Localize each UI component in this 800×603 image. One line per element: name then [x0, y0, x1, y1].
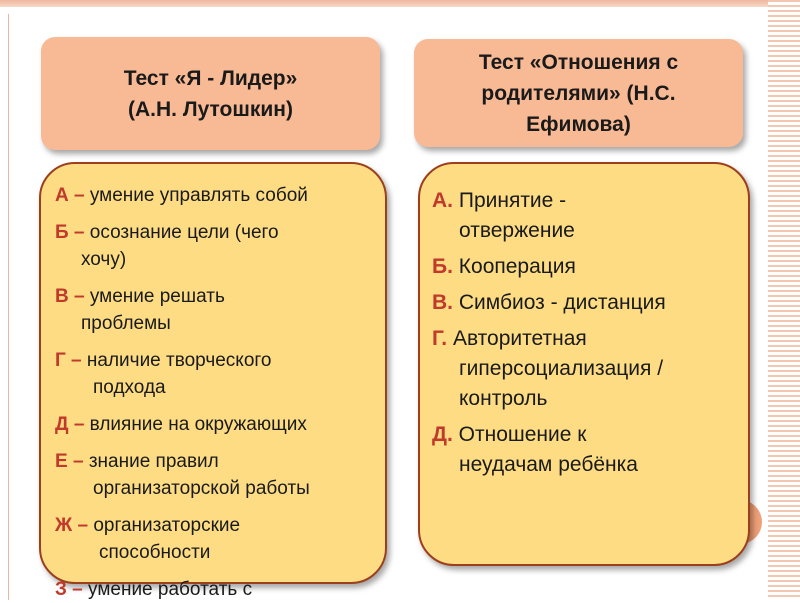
- lider-test-author: (А.Н. Лутошкин): [128, 97, 293, 121]
- item-text: умение работать с: [88, 579, 253, 600]
- list-item: [432, 186, 748, 246]
- right-decor-stripes: [768, 0, 800, 600]
- item-marker: В.: [432, 291, 453, 314]
- item-marker: А –: [55, 185, 85, 206]
- lider-scales-list: [41, 164, 385, 603]
- item-text: Кооперация: [458, 255, 576, 278]
- item-marker: Г –: [55, 350, 82, 371]
- item-text-continued: гиперсоциализация / контроль: [459, 357, 664, 410]
- item-text: Авторитетная: [452, 327, 587, 350]
- list-item: [432, 288, 748, 318]
- list-item: [55, 347, 385, 401]
- item-text-continued: способности: [99, 542, 211, 563]
- lider-test-title: Тест «Я - Лидер»: [123, 66, 298, 90]
- parents-scales-list: [420, 164, 748, 480]
- item-marker: Д.: [432, 423, 453, 446]
- item-text: осознание цели (чего: [89, 222, 279, 243]
- list-item: [55, 512, 385, 566]
- item-text-continued: хочу): [81, 249, 127, 270]
- lider-test-header: [41, 37, 380, 150]
- item-text: Отношение к: [458, 423, 587, 446]
- list-item: [55, 219, 385, 273]
- list-item: [432, 252, 748, 282]
- item-text-continued: отвержение: [459, 219, 575, 242]
- item-text-continued: организаторской работы: [93, 478, 310, 499]
- list-item: [432, 420, 748, 480]
- parents-test-title: Тест «Отношения с родителями» (Н.С. Ефимова): [478, 50, 679, 136]
- item-marker: А.: [432, 189, 453, 212]
- left-decor-rule: [8, 14, 9, 600]
- list-item: [55, 411, 385, 438]
- item-marker: В –: [55, 286, 85, 307]
- list-item: [55, 448, 385, 502]
- top-decor-band: [0, 0, 800, 7]
- list-item: [55, 182, 385, 209]
- list-item: [432, 324, 748, 414]
- item-text: знание правил: [88, 451, 219, 472]
- item-marker: Г.: [432, 327, 448, 350]
- item-text-continued: неудачам ребёнка: [459, 453, 638, 476]
- item-text: наличие творческого: [86, 350, 272, 371]
- item-marker: Б.: [432, 255, 453, 278]
- parents-scales-box: [418, 162, 750, 566]
- item-marker: З –: [55, 579, 83, 600]
- list-item: [55, 576, 385, 603]
- item-marker: Е –: [55, 451, 84, 472]
- item-marker: Ж –: [55, 515, 89, 536]
- item-text: умение решать: [89, 286, 225, 307]
- item-text: организаторские: [93, 515, 241, 536]
- item-text: Симбиоз - дистанция: [458, 291, 666, 314]
- item-marker: Д –: [55, 414, 85, 435]
- item-marker: Б –: [55, 222, 85, 243]
- item-text-continued: подхода: [93, 377, 166, 398]
- item-text: влияние на окружающих: [89, 414, 307, 435]
- list-item: [55, 283, 385, 337]
- parents-test-header: [414, 39, 743, 147]
- item-text: Принятие -: [458, 189, 567, 212]
- item-text-continued: проблемы: [81, 313, 171, 334]
- item-text: умение управлять собой: [89, 185, 308, 206]
- lider-scales-box: [39, 162, 387, 600]
